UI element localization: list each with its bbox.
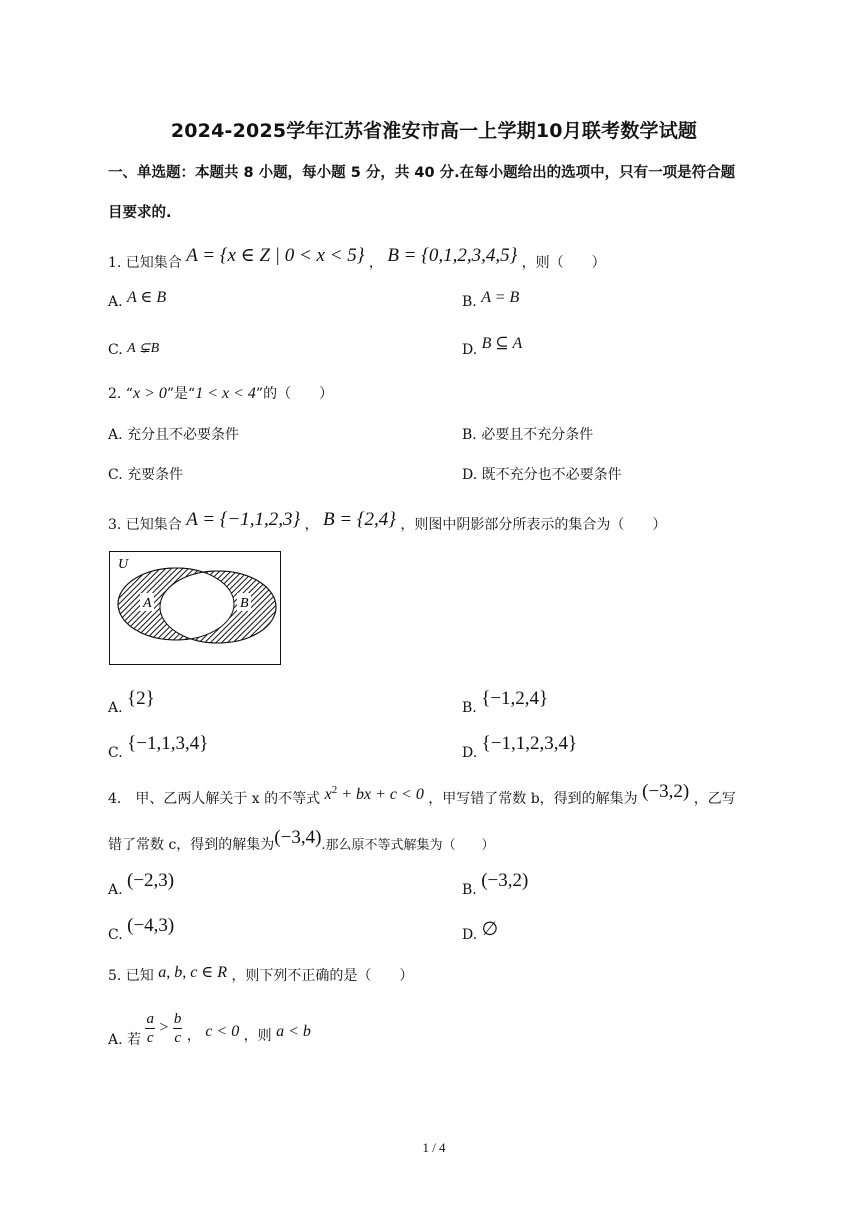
question-2	[108, 384, 333, 404]
q1-option-c	[108, 340, 159, 361]
option-text: B ⊆ A	[481, 335, 523, 352]
q3-option-d	[462, 733, 578, 763]
option-label: A.	[108, 700, 123, 716]
option-text: A ⊊B	[127, 341, 160, 356]
q2-option-a	[108, 425, 239, 445]
q5-conclusion: a < b	[276, 1023, 311, 1040]
option-text: (−2,3)	[127, 870, 175, 891]
q4-option-c	[108, 915, 175, 945]
option-label: A.	[108, 294, 123, 310]
option-label: B.	[462, 427, 477, 443]
q5-then: ，则	[243, 1028, 272, 1044]
q5-comma: ，	[186, 1028, 201, 1044]
q2-condition-2: 1 < x < 4	[195, 385, 256, 402]
q2-option-c	[108, 465, 183, 485]
fraction-numerator: b	[173, 1010, 182, 1027]
q3-option-a	[108, 688, 155, 718]
fraction-denominator: c	[174, 1029, 181, 1046]
option-label: B.	[462, 294, 477, 310]
q3-set-a: A = {−1,1,2,3}	[186, 509, 301, 530]
q4-ineq-exponent: 2	[331, 784, 338, 796]
q3-option-c	[108, 733, 209, 763]
option-text: {−1,1,2,3,4}	[481, 733, 578, 754]
option-text: {−1,2,4}	[481, 688, 549, 709]
venn-label-a: A	[143, 596, 152, 611]
q2-number: 2. “	[108, 386, 133, 402]
question-4-line-1	[108, 781, 736, 810]
q2-option-d	[462, 465, 622, 485]
q3-option-b	[462, 688, 549, 718]
option-label: A.	[108, 882, 123, 898]
q4-solution-set-1: (−3,2)	[642, 781, 690, 802]
option-text: 充要条件	[127, 467, 184, 483]
q4-option-d	[462, 919, 499, 945]
q4-option-a	[108, 870, 175, 900]
option-label: D.	[462, 342, 478, 358]
q3-separator: ，	[304, 517, 319, 533]
q4-option-b	[462, 870, 529, 900]
fraction-denominator: c	[146, 1029, 154, 1046]
option-label: A.	[108, 427, 123, 443]
q5-fraction-b-over-c	[173, 1010, 183, 1047]
q4-solution-set-2: (−3,4)	[274, 827, 322, 848]
q5-c-condition: c < 0	[205, 1023, 240, 1040]
option-label: C.	[108, 467, 123, 483]
page-number: 1 / 4	[422, 1140, 446, 1155]
q4-text-e: .那么原不等式解集为（ ）	[321, 838, 495, 853]
option-text: (−4,3)	[127, 915, 175, 936]
question-4-line-2	[108, 827, 495, 856]
q2-option-b	[462, 425, 593, 445]
option-label: B.	[462, 700, 477, 716]
q4-text-d: 错了常数 c，得到的解集为	[108, 837, 275, 853]
option-label: A. 若	[108, 1032, 142, 1048]
venn-label-b: B	[240, 596, 249, 611]
question-3	[108, 509, 667, 535]
q5-tail: ，则下列不正确的是（ ）	[231, 968, 414, 984]
q1-separator: ，	[368, 255, 383, 271]
question-1	[108, 245, 606, 273]
q5-variables: a, b, c ∈ R	[158, 964, 227, 981]
section-heading-line2: 目要求的.	[108, 205, 172, 221]
option-text: {2}	[127, 688, 155, 709]
option-label: C.	[108, 745, 123, 761]
q3-number: 3. 已知集合	[108, 517, 182, 533]
option-text: A = B	[481, 289, 520, 306]
option-text: 既不充分也不必要条件	[481, 467, 622, 483]
option-text: {−1,1,3,4}	[127, 733, 209, 754]
q4-text-c: ，乙写	[693, 791, 736, 807]
q5-greater-than: >	[159, 1019, 169, 1036]
q4-ineq-base: x	[324, 786, 332, 803]
option-text: 充分且不必要条件	[127, 427, 240, 443]
q3-set-b: B = {2,4}	[323, 509, 396, 530]
section-heading-line1: 一、单选题：本题共 8 小题，每小题 5 分，共 40 分.在每小题给出的选项中，只有一项是符合题	[108, 165, 736, 181]
q1-option-a	[108, 289, 167, 312]
q1-number: 1. 已知集合	[108, 255, 182, 271]
venn-label-universe: U	[118, 557, 129, 572]
option-label: D.	[462, 745, 478, 761]
q4-ineq-rest: + bx + c < 0	[337, 786, 424, 803]
q1-tail: ，则（ ）	[521, 255, 606, 271]
q1-set-a: A = {x ∈ Z | 0 < x < 5}	[186, 245, 365, 266]
option-label: D.	[462, 467, 478, 483]
q4-text-b: ，甲写错了常数 b，得到的解集为	[428, 791, 638, 807]
option-label: C.	[108, 342, 123, 358]
page-title: 2024-2025学年江苏省淮安市高一上学期10月联考数学试题	[170, 120, 698, 142]
q4-inequality	[325, 786, 424, 803]
fraction-numerator: a	[146, 1010, 154, 1027]
q1-set-b: B = {0,1,2,3,4,5}	[387, 245, 518, 266]
option-text: A ∈ B	[127, 289, 167, 306]
option-label: D.	[462, 927, 478, 943]
option-label: B.	[462, 882, 477, 898]
q1-option-d	[462, 335, 523, 360]
question-5	[108, 966, 413, 986]
q5-fraction-a-over-c	[145, 1010, 155, 1047]
option-text: (−3,2)	[481, 870, 529, 891]
q5-number: 5. 已知	[108, 968, 154, 984]
q2-condition-1: x > 0	[132, 385, 167, 402]
q1-option-b	[462, 289, 520, 312]
venn-diagram	[109, 551, 281, 665]
option-text: ∅	[481, 919, 499, 940]
q2-tail: ”的（ ）	[255, 386, 334, 402]
option-text: 必要且不充分条件	[481, 427, 594, 443]
option-label: C.	[108, 927, 123, 943]
q5-option-a	[108, 1008, 311, 1048]
q4-text-a: 4. 甲、乙两人解关于 x 的不等式	[108, 791, 321, 807]
q2-mid: ”是“	[166, 386, 196, 402]
q3-tail: ，则图中阴影部分所表示的集合为（ ）	[400, 517, 667, 533]
